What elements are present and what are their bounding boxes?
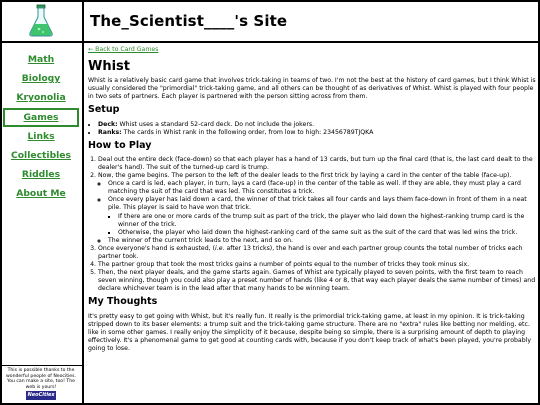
intro-paragraph: Whist is a relatively basic card game that involves trick-taking in teams of two. I'm not the best at the history of card games, but I think Whist is usually considered the "primordial" trick-taking game, and all others can be thought of as derivatives of Whist. Whist is played with four people in two sets of partners. Each player is partnered with the person sitting across from them. <box>88 77 536 101</box>
step-5: 5. Then, the next player deals, and the game starts again. Games of Whist are typically played to seven points, with the first team to reach seven winning, though you could also play a preset number of hands (like 4 or 8, that way each player deals the same number of times) and declare whichever team is in the lead after that many hands to be winning team. <box>98 269 536 293</box>
setup-desc-deck: Whist uses a standard 52-card deck. Do not include the jokers. <box>117 120 315 128</box>
credit-text: This is possible thanks to the wonderful people of Neocities. You can make a site, too! The web is yours! <box>6 368 76 390</box>
sidebar-item-collectibles[interactable]: Collectibles <box>11 149 71 161</box>
step-2-a: ◦ Once a card is led, each player, in turn, lays a card (face-up) in the center of the table as well. If they are able, they must play a card matching the suit of the card that was led. This constitutes a trick. <box>108 180 536 196</box>
neocities-badge[interactable]: NeoCities <box>27 392 55 399</box>
setup-term-ranks: Ranks: <box>98 128 122 136</box>
step-2-b-sublist <box>118 213 536 237</box>
step-1: 1. Deal out the entire deck (face-down) so that each player has a hand of 13 cards, but turn up the final card (that is, the last card dealt to the dealer's hand). The suit of the turned-up card is trump. <box>98 156 536 172</box>
steps-list <box>98 156 536 294</box>
sidebar <box>0 43 84 405</box>
site-logo[interactable] <box>0 0 84 43</box>
step-3-post: after 13 tricks), the hand is over and each partner group counts the total number of tricks each partner took. <box>98 244 523 260</box>
sidebar-item-links[interactable]: Links <box>27 130 55 142</box>
my-thoughts-heading: My Thoughts <box>88 296 158 308</box>
step-4: 4. The partner group that took the most tricks gains a number of points equal to the number of tricks they took minus six. <box>98 261 536 269</box>
neocities-credit <box>0 365 82 405</box>
step-2-c: ◦ The winner of the current trick leads to the next, and so on. <box>108 237 536 245</box>
sidebar-item-about-me[interactable]: About Me <box>16 188 66 200</box>
step-3-pre: Once everyone's hand is exhausted, ( <box>98 244 216 252</box>
step-2-text: Now, the game begins. The person to the left of the dealer leads to the first trick by laying a card in the center of the table (face-up). <box>98 172 512 180</box>
step-2-sublist <box>108 180 536 245</box>
setup-term-deck: Deck: <box>98 120 118 128</box>
sidebar-nav <box>0 43 82 203</box>
setup-list <box>98 121 536 137</box>
list-item <box>98 129 536 137</box>
sidebar-item-biology[interactable]: Biology <box>21 73 61 85</box>
sidebar-item-kryonolia[interactable]: Kryonolia <box>16 92 66 104</box>
setup-desc-ranks: The cards in Whist rank in the following order, from low to high: 23456789TJQKA <box>121 128 374 136</box>
step-2-b-i: ▪ If there are one or more cards of the trump suit as part of the trick, the player who laid down the highest-ranking trump card is the winner of the trick. <box>118 213 536 229</box>
step-2-b-ii: ▪ Otherwise, the player who laid down the highest-ranking card of the same suit as the suit of the card that was led wins the trick. <box>118 229 536 237</box>
sidebar-item-games[interactable]: Games <box>3 108 79 127</box>
step-3 <box>98 245 536 261</box>
header <box>84 0 540 43</box>
main-content <box>88 45 536 401</box>
step-2 <box>98 172 536 245</box>
list-item <box>98 121 536 129</box>
site-title: The_Scientist____'s Site <box>90 11 288 30</box>
step-2-b <box>108 196 536 236</box>
sidebar-item-math[interactable]: Math <box>27 54 55 65</box>
flask-icon <box>26 4 56 38</box>
how-to-play-heading: How to Play <box>88 139 152 151</box>
step-3-ie: i.e. <box>215 244 225 252</box>
setup-heading: Setup <box>88 104 120 116</box>
back-to-card-games-link[interactable]: ← Back to Card Games <box>88 46 159 53</box>
sidebar-item-riddles[interactable]: Riddles <box>21 168 61 180</box>
thoughts-paragraph: It's pretty easy to get going with Whist, but it's really fun. It really is the primordial trick-taking game, at least in my opinion. It is trick-taking stripped down to its baser elements: a trump suit and the trick-taking game structure. There are no "extra" rules like betting nor melding, etc. like in some other games. I really enjoy the simplicity of it because, despite being so simple, there is a surprising amount of depth to playing effectively. It's a phenomenal game to get good at counting cards with, because if you don't keep track of what's been played, you're probably going to lose. <box>88 312 532 352</box>
page-title: Whist <box>88 59 131 75</box>
step-2-b-text: Once every player has laid down a card, the winner of that trick takes all four cards and lays them face-down in front of them in a neat pile. This player is said to have won that trick. <box>108 196 527 212</box>
